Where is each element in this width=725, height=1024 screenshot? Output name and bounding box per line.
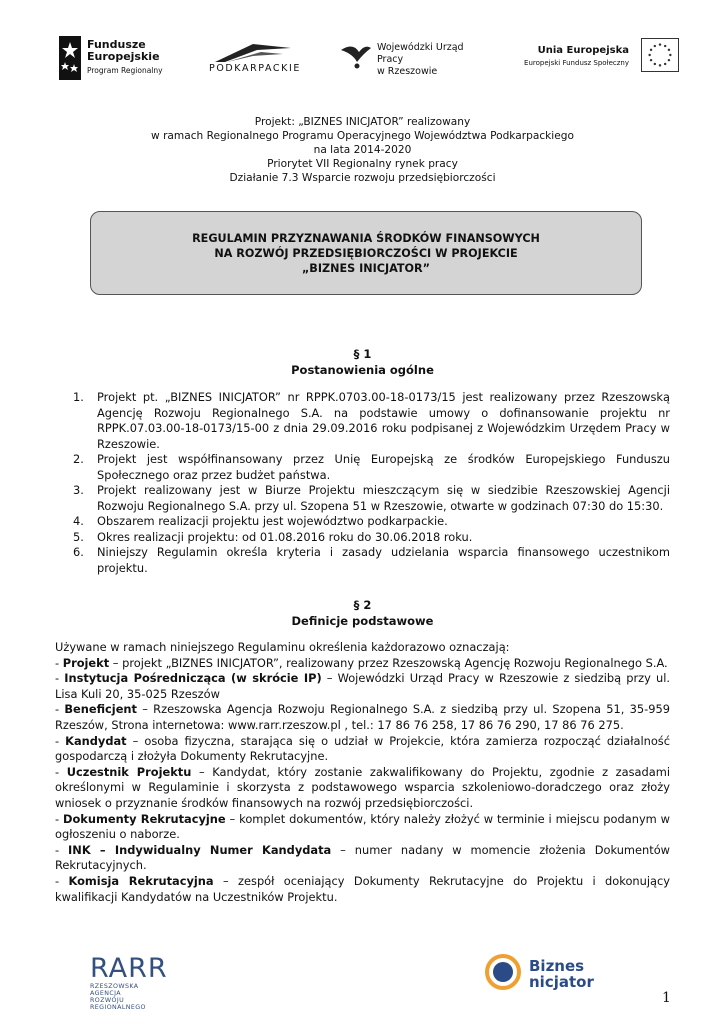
wup-line1: Wojewódzki Urząd Pracy bbox=[377, 42, 464, 65]
title-line3: „BIZNES INICJATOR” bbox=[301, 261, 431, 275]
project-header bbox=[40, 115, 685, 185]
list-item-number: 4. bbox=[73, 514, 84, 528]
definition-item bbox=[55, 671, 670, 702]
rarr-logo bbox=[90, 953, 170, 1011]
list-item-text: Projekt realizowany jest w Biurze Projektu mieszczącym się w siedzibie Rzeszowskiej Agencji Rozwoju Regionalnego S.A. przy ul. Szopena 51 w Rzeszowie, otwarte w godzinach 07:30 do 15:30. bbox=[97, 483, 670, 513]
definition-prefix: - bbox=[55, 811, 64, 826]
section1-heading bbox=[40, 346, 685, 378]
ue-text bbox=[507, 44, 629, 70]
title-line1: REGULAMIN PRZYZNAWANIA ŚRODKÓW FINANSOWYCH bbox=[192, 231, 540, 245]
definition-prefix: - bbox=[55, 655, 63, 670]
list-item-number: 5. bbox=[73, 529, 84, 544]
definition-prefix: - bbox=[55, 873, 69, 888]
definition-prefix: - bbox=[55, 842, 69, 857]
ue-line2: Europejski Fundusz Społeczny bbox=[524, 59, 629, 67]
header-line2: w ramach Regionalnego Programu Operacyjnego Województwa Podkarpackiego bbox=[151, 130, 574, 142]
definition-prefix: - bbox=[55, 702, 65, 717]
section2-title: Definicje podstawowe bbox=[291, 614, 434, 628]
logo-bar bbox=[55, 30, 680, 86]
page-number: 1 bbox=[662, 990, 671, 1006]
definition-term: Beneficjent bbox=[64, 702, 137, 717]
header-line4: Priorytet VII Regionalny rynek pracy bbox=[267, 158, 458, 170]
section1-list bbox=[55, 390, 670, 576]
wup-text bbox=[377, 42, 489, 78]
definition-text: – Kandydat, który zostanie zakwalifikowany do Projektu, zgodnie z zasadami określonymi w Regulaminie i skorzysta z podstawowego wsparcia szkoleniowo-doradczego oraz złoży wniosek o przyznanie środków finansowych na rozwój przedsiębiorczości. bbox=[55, 764, 671, 810]
section2-definitions bbox=[55, 640, 670, 905]
biz-line2: nicjator bbox=[529, 973, 594, 991]
fe-line1: Fundusze bbox=[87, 38, 146, 51]
podkarpackie-wing-icon bbox=[213, 40, 293, 64]
definition-text: – projekt „BIZNES INICJATOR”, realizowany przez Rzeszowską Agencję Rozwoju Regionalnego S.A. bbox=[109, 655, 668, 670]
biznes-inicjator-circle-icon bbox=[485, 954, 521, 990]
list-item-number: 1. bbox=[73, 390, 84, 404]
definition-prefix: - bbox=[55, 764, 67, 779]
definition-text: – osoba fizyczna, starająca się o udział w Projekcie, która zamierza rozpocząć działalność gospodarczą i złożyła Dokumenty Rekrutacyjne. bbox=[55, 733, 670, 764]
list-item-number: 2. bbox=[73, 452, 84, 466]
list-item-number: 6. bbox=[73, 545, 84, 559]
definitions-intro: Używane w ramach niniejszego Regulaminu określenia każdorazowo oznaczają: bbox=[55, 640, 510, 654]
document-title bbox=[192, 231, 540, 276]
definition-term: Instytucja Pośrednicząca (w skrócie IP) bbox=[64, 671, 322, 686]
list-item-text: Projekt pt. „BIZNES INICJATOR” nr RPPK.0703.00-18-0173/15 jest realizowany przez Rzeszowską Agencję Rozwoju Regionalnego S.A. na podstawie umowy o dofinansowanie projektu nr RPPK.07.03.00-18-0173/15-00 z dnia 29.09.2016 roku podpisanej z Wojewódzkim Urzędem Pracy w Rzeszowie. bbox=[97, 390, 670, 451]
biz-line1: Biznes bbox=[529, 957, 585, 975]
wup-line2: w Rzeszowie bbox=[377, 66, 438, 77]
definition-text: – numer nadany w momencie złożenia Dokumentów Rekrutacyjnych. bbox=[55, 842, 670, 873]
definition-item bbox=[55, 734, 670, 765]
title-box bbox=[90, 211, 642, 295]
list-item-text: Projekt jest współfinansowany przez Unię Europejską ze środków Europejskiego Funduszu Społecznego oraz przez budżet państwa. bbox=[97, 452, 670, 482]
fe-line3: Program Regionalny bbox=[87, 66, 163, 75]
biznes-inicjator-logo bbox=[485, 950, 605, 1000]
list-item-text: Obszarem realizacji projektu jest województwo podkarpackie. bbox=[97, 514, 448, 528]
list-item bbox=[73, 390, 670, 452]
definition-item bbox=[55, 765, 670, 812]
fe-star-icon bbox=[59, 36, 81, 80]
definition-prefix: - bbox=[55, 671, 65, 686]
wup-bird-icon bbox=[339, 40, 373, 70]
header-line3: na lata 2014-2020 bbox=[313, 144, 412, 156]
list-item-number: 3. bbox=[73, 483, 84, 497]
definition-item bbox=[55, 874, 670, 905]
header-line5: Działanie 7.3 Wsparcie rozwoju przedsiębiorczości bbox=[229, 172, 496, 184]
podkarpackie-logo bbox=[195, 30, 315, 86]
fe-line2: Europejskie bbox=[87, 50, 160, 63]
list-item bbox=[73, 545, 670, 576]
section1-title: Postanowienia ogólne bbox=[291, 363, 434, 377]
definition-item bbox=[55, 812, 670, 843]
ue-line1: Unia Europejska bbox=[537, 45, 629, 56]
title-line2: NA ROZWÓJ PRZEDSIĘBIORCZOŚCI W PROJEKCIE bbox=[214, 246, 518, 260]
definition-term: Komisja Rekrutacyjna bbox=[68, 873, 214, 888]
definition-text: – zespół oceniający Dokumenty Rekrutacyjne do Projektu i dokonujący kwalifikacji Kandydatów na Uczestników Projektu. bbox=[55, 873, 671, 904]
definition-prefix: - bbox=[55, 733, 66, 748]
definition-term: Uczestnik Projektu bbox=[66, 764, 192, 779]
rarr-logo-line1: RZESZOWSKA AGENCJA bbox=[90, 983, 139, 997]
definition-term: Projekt bbox=[62, 655, 110, 670]
header-line1: Projekt: „BIZNES INICJATOR” realizowany bbox=[254, 116, 471, 128]
definition-text: – Rzeszowska Agencja Rozwoju Regionalnego S.A. z siedzibą przy ul. Szopena 51, 35-959 Rzeszów, Strona internetowa: www.rarr.rzeszow.pl , tel.: 17 86 76 258, 17 86 76 290, 17 86 76 275. bbox=[55, 702, 670, 732]
list-item bbox=[73, 514, 670, 530]
fe-logo-text bbox=[87, 39, 163, 77]
definition-item bbox=[55, 843, 670, 874]
unia-europejska-logo bbox=[507, 30, 682, 86]
wup-logo bbox=[339, 30, 489, 86]
eu-flag-icon bbox=[641, 38, 679, 72]
fundusze-europejskie-logo bbox=[55, 30, 175, 86]
section2-heading bbox=[40, 597, 685, 629]
list-item-text: Niniejszy Regulamin określa kryteria i zasady udzielania wsparcia finansowego uczestnikom projektu. bbox=[97, 545, 670, 575]
biznes-inicjator-text bbox=[529, 958, 594, 990]
definition-text: – komplet dokumentów, który należy złożyć w terminie i miejscu podanym w ogłoszeniu o naborze. bbox=[55, 811, 670, 842]
definition-term: Kandydat bbox=[65, 733, 127, 748]
definition-item bbox=[55, 702, 670, 733]
list-item bbox=[73, 529, 670, 546]
list-item bbox=[73, 483, 670, 514]
list-item-text: Okres realizacji projektu: od 01.08.2016 roku do 30.06.2018 roku. bbox=[97, 529, 473, 544]
definition-term: INK – Indywidualny Numer Kandydata bbox=[68, 842, 332, 857]
definition-term: Dokumenty Rekrutacyjne bbox=[63, 811, 226, 826]
rarr-logo-line2: ROZWOJU REGIONALNEGO bbox=[90, 997, 146, 1011]
list-item bbox=[73, 452, 670, 483]
rarr-logo-text: RARR bbox=[90, 953, 168, 984]
podkarpackie-text: PODKARPACKIE bbox=[208, 63, 301, 74]
definition-text: – Wojewódzki Urząd Pracy w Rzeszowie z siedzibą przy ul. Lisa Kuli 20, 35-025 Rzeszów bbox=[55, 671, 670, 701]
section1-number: § 1 bbox=[353, 347, 372, 361]
definition-item bbox=[55, 656, 670, 672]
section2-number: § 2 bbox=[353, 598, 372, 612]
